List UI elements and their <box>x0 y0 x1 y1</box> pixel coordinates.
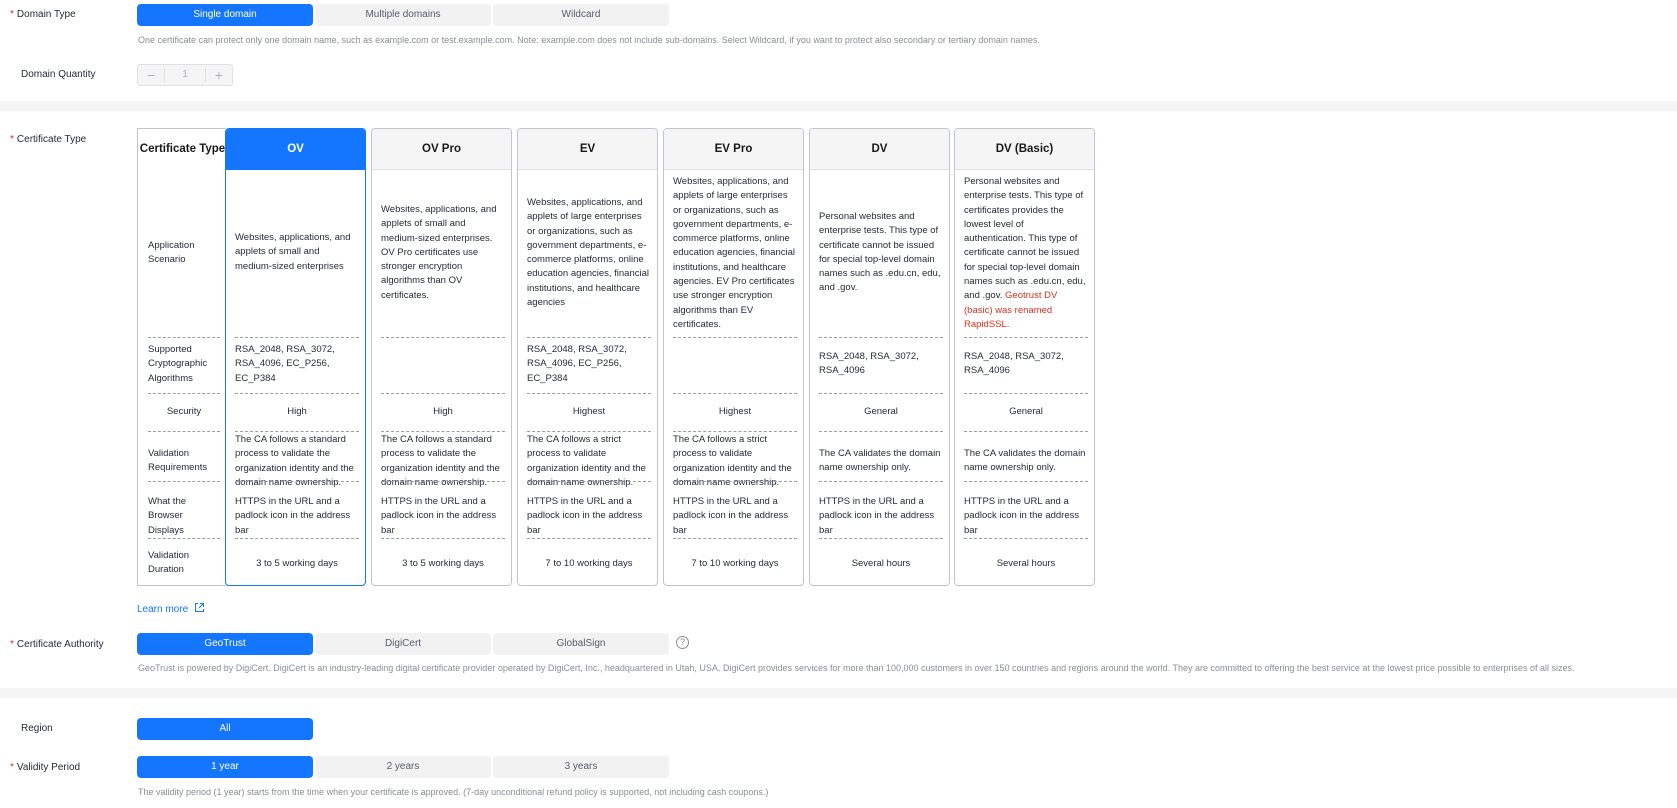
row-divider <box>148 538 220 539</box>
cert-card-duration: 3 to 5 working days <box>402 558 484 569</box>
row-label-validation: Validation Requirements <box>148 448 208 474</box>
validity-period-hint: The validity period (1 year) starts from the time when your certificate is approved. (7-day unconditional refund policy is supported, not including cash coupons.) <box>138 787 769 797</box>
card-divider <box>964 481 1088 482</box>
domain-quantity-label: Domain Quantity <box>21 69 96 80</box>
card-divider <box>819 337 943 338</box>
section-divider <box>0 101 1677 111</box>
cert-card-browser: HTTPS in the URL and a padlock icon in the address bar <box>527 496 643 536</box>
card-divider <box>673 337 797 338</box>
cert-card-scenario-text: Personal websites and enterprise tests. This type of certificates provides the lowest level of authentication. This type of certificate cannot be issued for special top-level domain names such as .edu.cn, edu, and .gov. <box>964 176 1086 302</box>
card-divider <box>527 431 651 432</box>
certificate-type-label: * Certificate Type <box>10 134 87 145</box>
card-divider <box>235 337 359 338</box>
cert-card-scenario: Personal websites and enterprise tests. This type of certificate cannot be issued for special top-level domain names such as .edu.cn, edu, and .gov. <box>819 211 941 294</box>
cert-card-validation: The CA follows a standard process to validate the organization identity and the domain name ownership. <box>381 434 500 488</box>
cert-card-browser: HTTPS in the URL and a padlock icon in the address bar <box>381 496 497 536</box>
cert-card-validation: The CA follows a strict process to validate organization identity and the domain name ownership. <box>673 434 792 488</box>
row-label-security: Security <box>166 406 202 417</box>
card-divider <box>819 481 943 482</box>
cert-card-rename-note: Geotrust DV (basic) was renamed RapidSSL. <box>964 290 1058 330</box>
quantity-plus-button[interactable]: + <box>214 67 224 83</box>
domain-type-wildcard[interactable]: Wildcard <box>493 4 669 26</box>
domain-type-single[interactable]: Single domain <box>137 4 313 26</box>
certificate-type-header-title: Certificate Type <box>139 143 226 155</box>
cert-card-browser: HTTPS in the URL and a padlock icon in the address bar <box>819 496 935 536</box>
quantity-minus-button[interactable]: − <box>146 67 156 83</box>
validity-period-selector <box>137 756 671 778</box>
cert-card-title: DV <box>810 129 949 170</box>
card-divider <box>819 538 943 539</box>
row-divider <box>148 431 220 432</box>
region-label: Region <box>21 723 53 734</box>
card-divider <box>381 431 505 432</box>
cert-card-ov[interactable] <box>225 128 366 586</box>
validity-3-years[interactable]: 3 years <box>493 756 669 778</box>
card-divider <box>381 393 505 394</box>
card-divider <box>819 393 943 394</box>
cert-card-algorithms: RSA_2048, RSA_3072, RSA_4096, EC_P256, EC_P384 <box>235 344 335 384</box>
card-divider <box>235 481 359 482</box>
cert-card-title: OV <box>226 129 365 170</box>
card-divider <box>527 481 651 482</box>
card-divider <box>235 538 359 539</box>
cert-card-browser: HTTPS in the URL and a padlock icon in the address bar <box>235 496 351 536</box>
cert-card-algorithms: RSA_2048, RSA_3072, RSA_4096 <box>964 351 1064 377</box>
cert-card-security: Highest <box>572 406 606 417</box>
card-divider <box>527 538 651 539</box>
card-divider <box>235 431 359 432</box>
card-divider <box>527 393 651 394</box>
row-label-duration: Validation Duration <box>148 550 190 576</box>
cert-card-dv-basic[interactable] <box>954 128 1095 586</box>
validity-period-label: * Validity Period <box>10 762 81 773</box>
row-label-scenario: Application Scenario <box>148 240 195 266</box>
ca-globalsign[interactable]: GlobalSign <box>493 633 669 655</box>
card-divider <box>819 431 943 432</box>
card-divider <box>964 393 1088 394</box>
card-divider <box>673 393 797 394</box>
cert-card-algorithms: RSA_2048, RSA_3072, RSA_4096, EC_P256, EC_P384 <box>527 344 627 384</box>
domain-type-hint: One certificate can protect only one domain name, such as example.com or test.example.com. Note: example.com does not include sub-domains. Select Wildcard, if you want to protect also secondary or tertiary domain names. <box>138 35 1040 45</box>
row-divider <box>148 337 220 338</box>
cert-card-scenario: Websites, applications, and applets of small and medium-sized enterprises. OV Pro certificates use stronger encryption algorithms than OV certificates. <box>381 204 497 301</box>
certificate-authority-selector <box>137 633 671 655</box>
card-divider <box>673 431 797 432</box>
cert-card-duration: Several hours <box>851 558 911 569</box>
card-divider <box>964 431 1088 432</box>
region-all[interactable]: All <box>137 718 313 740</box>
card-divider <box>964 337 1088 338</box>
row-label-browser: What the Browser Displays <box>148 496 187 536</box>
cert-card-scenario: Websites, applications, and applets of large enterprises or organizations, such as government departments, e-commerce platforms, online education agencies, financial institutions, and healthcare agencies. EV Pro certificates use stronger encryption algorithms than EV certificates. <box>673 176 796 330</box>
cert-card-validation: The CA follows a strict process to validate organization identity and the domain name ownership. <box>527 434 646 488</box>
section-divider <box>0 688 1677 698</box>
cert-card-duration: 3 to 5 working days <box>256 558 338 569</box>
card-divider <box>673 538 797 539</box>
domain-type-label: * Domain Type <box>10 9 76 20</box>
cert-card-title: OV Pro <box>372 129 511 170</box>
cert-card-scenario: Websites, applications, and applets of large enterprises or organizations, such as government departments, e-commerce platforms, online education agencies, financial institutions, and healthcare agencies <box>527 197 650 309</box>
domain-quantity-stepper <box>137 64 233 86</box>
cert-card-algorithms: RSA_2048, RSA_3072, RSA_4096 <box>819 351 919 377</box>
external-link-icon <box>194 602 205 613</box>
cert-card-dv[interactable] <box>809 128 950 586</box>
cert-card-title: EV <box>518 129 657 170</box>
row-divider <box>148 481 220 482</box>
card-divider <box>235 393 359 394</box>
ca-geotrust[interactable]: GeoTrust <box>137 633 313 655</box>
card-divider <box>381 337 505 338</box>
cert-card-duration: Several hours <box>996 558 1056 569</box>
cert-card-title: DV (Basic) <box>955 129 1094 170</box>
cert-card-validation: The CA validates the domain name ownership only. <box>819 448 941 474</box>
cert-card-security: General <box>1009 406 1043 417</box>
row-divider <box>148 393 220 394</box>
cert-card-security: High <box>433 406 453 417</box>
card-divider <box>527 337 651 338</box>
card-divider <box>381 481 505 482</box>
cert-card-browser: HTTPS in the URL and a padlock icon in the address bar <box>673 496 789 536</box>
cert-card-security: High <box>287 406 307 417</box>
cert-card-browser: HTTPS in the URL and a padlock icon in the address bar <box>964 496 1080 536</box>
region-selector <box>137 718 315 740</box>
validity-1-year[interactable]: 1 year <box>137 756 313 778</box>
ca-digicert[interactable]: DigiCert <box>315 633 491 655</box>
cert-card-ev-pro[interactable] <box>663 128 804 586</box>
cert-card-ov-pro[interactable] <box>371 128 512 586</box>
cert-card-title: EV Pro <box>664 129 803 170</box>
cert-card-security: Highest <box>718 406 752 417</box>
help-icon[interactable]: ? <box>676 636 689 649</box>
cert-card-scenario: Websites, applications, and applets of small and medium-sized enterprises <box>235 232 351 272</box>
certificate-type-row-header <box>137 128 226 586</box>
learn-more-link[interactable] <box>137 602 205 615</box>
domain-type-selector <box>137 4 671 26</box>
cert-card-security: General <box>864 406 898 417</box>
cert-card-ev[interactable] <box>517 128 658 586</box>
cert-card-duration: 7 to 10 working days <box>691 558 779 569</box>
validity-2-years[interactable]: 2 years <box>315 756 491 778</box>
cert-card-validation: The CA validates the domain name ownership only. <box>964 448 1086 474</box>
row-label-algorithms: Supported Cryptographic Algorithms <box>148 344 208 384</box>
learn-more-text: Learn more <box>137 604 189 615</box>
quantity-input[interactable]: 1 <box>164 68 206 82</box>
cert-card-duration: 7 to 10 working days <box>545 558 633 569</box>
certificate-authority-label: * Certificate Authority <box>10 639 104 650</box>
cert-card-validation: The CA follows a standard process to validate the organization identity and the domain name ownership. <box>235 434 354 488</box>
card-divider <box>381 538 505 539</box>
domain-type-multiple[interactable]: Multiple domains <box>315 4 491 26</box>
card-divider <box>673 481 797 482</box>
card-divider <box>964 538 1088 539</box>
cert-card-scenario <box>964 175 1088 332</box>
certificate-authority-hint: GeoTrust is powered by DigiCert. DigiCert is an industry-leading digital certificate provider operated by DigiCert, Inc., headquartered in Utah, USA. DigiCert provides services for more than 100,000 customers in over 150 countries and regions around the world. They are committed to offering the best service at the lowest price possible to enterprises of all sizes. <box>138 663 1575 673</box>
